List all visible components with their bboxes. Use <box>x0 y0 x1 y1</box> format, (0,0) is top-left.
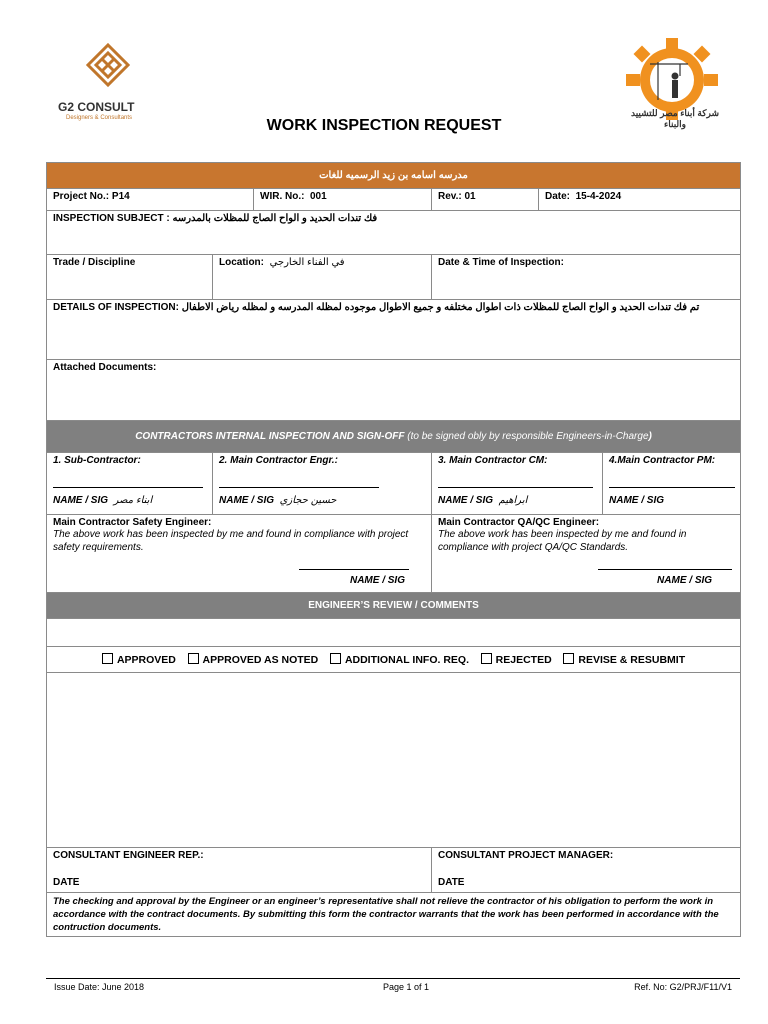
project-banner: مدرسه اسامه بن زيد الرسميه للغات <box>47 163 741 189</box>
qaqc-engineer-cell <box>432 515 741 593</box>
signature-line <box>219 486 379 488</box>
project-no: Project No.: P14 <box>47 189 254 211</box>
name-sig-label: NAME / SIG <box>438 495 494 506</box>
signer-title: 2. Main Contractor Engr.: <box>219 455 338 466</box>
name-sig-value: حسين حجازي <box>279 495 337 506</box>
signer-main-contractor-cm <box>432 453 603 515</box>
option-rejected[interactable] <box>481 654 552 666</box>
inspection-form <box>46 162 741 937</box>
name-sig-label: NAME / SIG <box>219 495 275 506</box>
trade-discipline: Trade / Discipline <box>47 255 213 300</box>
qaqc-engineer-title: Main Contractor QA/QC Engineer: <box>438 517 600 528</box>
contractors-header <box>47 421 741 453</box>
date: Date: 15-4-2024 <box>539 189 741 211</box>
wir-no: WIR. No.: 001 <box>254 189 432 211</box>
comments-area[interactable] <box>47 673 741 848</box>
attached-documents: Attached Documents: <box>47 360 741 421</box>
g2-consult-logo-icon <box>86 43 130 93</box>
option-additional-info[interactable] <box>330 654 469 666</box>
name-sig-value: ابناء مصر <box>113 495 153 506</box>
details-value: تم فك تندات الحديد و الواح الصاج للمظلات ذات اطوال مختلفه و جميع الاطوال موجوده لمظله المدرسه و لمظله رياض الاطفال <box>181 302 700 313</box>
wir-no-value: 001 <box>310 191 327 202</box>
name-sig-label: NAME / SIG <box>609 495 665 506</box>
option-approved[interactable] <box>102 654 176 666</box>
consultant-rep-label: CONSULTANT ENGINEER REP.: <box>53 850 204 861</box>
safety-engineer-title: Main Contractor Safety Engineer: <box>53 517 212 528</box>
location-label: Location: <box>219 257 264 268</box>
checkbox-icon[interactable] <box>188 653 199 664</box>
company-tagline-left: Designers & Consultants <box>66 115 133 121</box>
inspection-subject-label: INSPECTION SUBJECT : <box>53 213 170 224</box>
option-revise-resubmit[interactable] <box>563 654 685 666</box>
contractors-header-note: (to be signed obly by responsible Engineers-in-Charge <box>407 431 649 442</box>
safety-engineer-text: The above work has been inspected by me and found in compliance with project safety requirements. <box>53 529 409 553</box>
consultant-rep-cell <box>47 848 432 893</box>
signature-line <box>438 486 593 488</box>
signer-title: 4.Main Contractor PM: <box>609 455 716 466</box>
location-cell <box>213 255 432 300</box>
signer-main-contractor-engr <box>213 453 432 515</box>
safety-engineer-cell <box>47 515 432 593</box>
signer-main-contractor-pm <box>603 453 741 515</box>
signer-title: 1. Sub-Contractor: <box>53 455 141 466</box>
contractors-header-close: ) <box>648 431 652 442</box>
contractors-header-main: CONTRACTORS INTERNAL INSPECTION AND SIGN-OFF <box>135 431 405 442</box>
date-value: 15-4-2024 <box>575 191 622 202</box>
signer-sub-contractor <box>47 453 213 515</box>
consultant-rep-date: DATE <box>53 877 80 888</box>
company-name-left: G2 CONSULT <box>58 100 135 114</box>
location-value: في الفناء الخارجي <box>269 257 345 268</box>
option-approved-as-noted[interactable] <box>188 654 319 666</box>
safety-name-sig: NAME / SIG <box>349 575 405 586</box>
option-label: APPROVED <box>116 654 176 666</box>
company-name-right: شركة أبناء مصر للتشييد والبناء <box>630 108 720 129</box>
footer-ref: Ref. No: G2/PRJ/F11/V1 <box>634 982 732 992</box>
signature-line <box>53 486 203 488</box>
details-row <box>47 300 741 360</box>
footer-page: Page 1 of 1 <box>382 982 430 992</box>
details-label: DETAILS OF INSPECTION: <box>53 302 179 313</box>
engineer-comment-line <box>47 619 741 647</box>
disclaimer: The checking and approval by the Engineer or an engineer’s representative shall not relieve the contractor of his obligation to perform the work in accordance with the contract documents. By submitting this form the contractor warrants that the work has been performed in accordance with the contruction documents. <box>47 893 741 937</box>
engineer-review-header: ENGINEER’S REVIEW / COMMENTS <box>47 593 741 619</box>
name-sig-label: NAME / SIG <box>53 495 109 506</box>
checkbox-icon[interactable] <box>481 653 492 664</box>
document-title: WORK INSPECTION REQUEST <box>266 117 502 134</box>
consultant-pm-label: CONSULTANT PROJECT MANAGER: <box>438 850 614 861</box>
checkbox-icon[interactable] <box>330 653 341 664</box>
consultant-pm-date: DATE <box>438 877 465 888</box>
signature-line <box>299 568 409 570</box>
option-label: APPROVED AS NOTED <box>202 654 319 666</box>
checkbox-icon[interactable] <box>563 653 574 664</box>
option-label: ADDITIONAL INFO. REQ. <box>344 654 469 666</box>
consultant-pm-cell <box>432 848 741 893</box>
signature-line <box>609 486 735 488</box>
signature-line <box>598 568 732 570</box>
inspection-subject-value: فك تندات الحديد و الواح الصاج للمظلات بالمدرسه <box>172 213 378 224</box>
name-sig-value: ابراهيم <box>498 495 528 506</box>
qaqc-name-sig: NAME / SIG <box>657 575 713 586</box>
option-label: REJECTED <box>495 654 552 666</box>
date-time-inspection: Date & Time of Inspection: <box>432 255 741 300</box>
qaqc-engineer-text: The above work has been inspected by me and found in compliance with project QA/QC Standards. <box>438 529 687 553</box>
revision: Rev.: 01 <box>432 189 539 211</box>
footer-divider <box>46 978 740 979</box>
inspection-subject-row <box>47 211 741 255</box>
footer-issue-date: Issue Date: June 2018 <box>54 982 145 992</box>
checkbox-icon[interactable] <box>102 653 113 664</box>
review-options <box>47 647 741 673</box>
option-label: REVISE & RESUBMIT <box>578 654 686 666</box>
signer-title: 3. Main Contractor CM: <box>438 455 548 466</box>
